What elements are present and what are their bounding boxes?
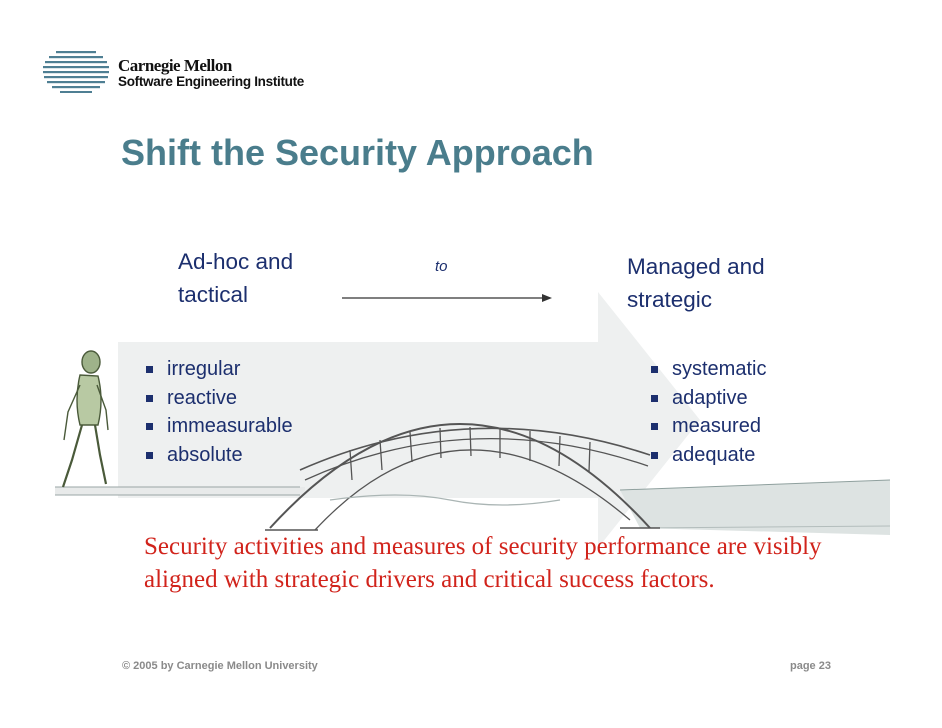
bullet-square-icon <box>651 452 658 459</box>
logo-line1: Carnegie Mellon <box>118 56 232 75</box>
cmu-sei-logo <box>40 48 350 98</box>
bullet-square-icon <box>146 395 153 402</box>
left-bullet-list <box>146 355 293 469</box>
right-bullet-list <box>651 355 766 469</box>
bullet-square-icon <box>651 366 658 373</box>
right-heading <box>627 250 837 316</box>
list-item: measured <box>651 412 766 441</box>
footer-page-number: page 23 <box>790 660 831 672</box>
list-item: immeasurable <box>146 412 293 441</box>
bullet-square-icon <box>651 395 658 402</box>
bullet-square-icon <box>146 452 153 459</box>
sei-globe-icon <box>40 48 116 94</box>
footer-copyright: © 2005 by Carnegie Mellon University <box>122 660 318 672</box>
list-item: adequate <box>651 441 766 470</box>
logo-line2: Software Engineering Institute <box>118 74 305 89</box>
list-item: adaptive <box>651 384 766 413</box>
walking-person-icon <box>63 351 108 487</box>
list-item: absolute <box>146 441 293 470</box>
bullet-square-icon <box>146 366 153 373</box>
left-heading-line2: tactical <box>178 282 249 307</box>
bullet-square-icon <box>146 423 153 430</box>
list-item: irregular <box>146 355 293 384</box>
right-heading-line2: strategic <box>627 287 713 312</box>
arrow-label: to <box>435 258 448 275</box>
bullet-square-icon <box>651 423 658 430</box>
list-item: systematic <box>651 355 766 384</box>
list-item: reactive <box>146 384 293 413</box>
right-heading-line1: Managed and <box>627 254 765 279</box>
key-statement: Security activities and measures of security performance are visibly aligned with strategic drivers and critical success factors. <box>144 533 822 593</box>
page-title: Shift the Security Approach <box>121 132 594 173</box>
left-heading <box>178 245 358 311</box>
left-heading-line1: Ad-hoc and <box>178 249 294 274</box>
to-arrow-icon <box>342 294 552 302</box>
